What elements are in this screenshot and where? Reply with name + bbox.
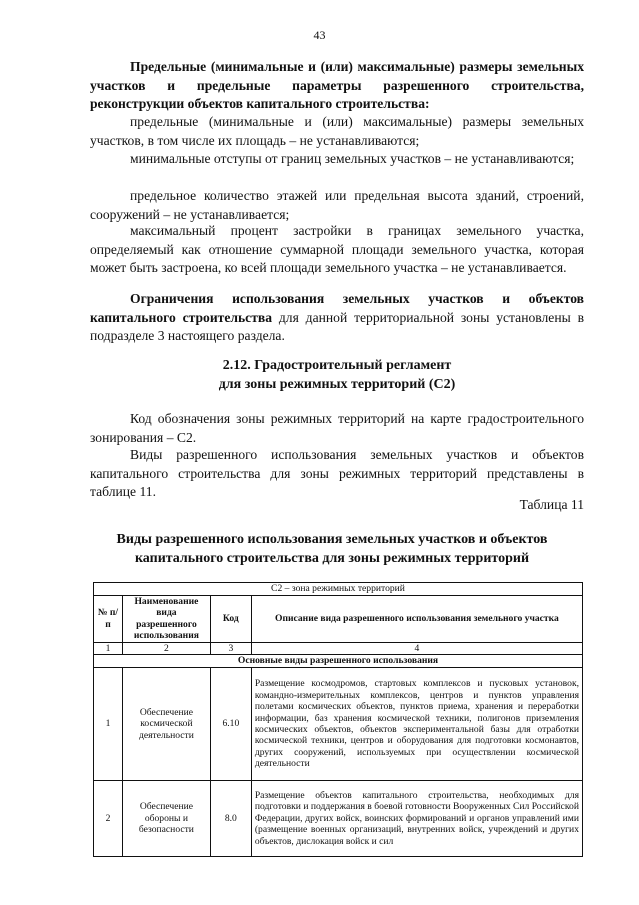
- types-paragraph: Виды разрешенного использования земельных участков и объектов капитального строительства для зоны режимных территорий представлены в таблице 11.: [90, 447, 584, 499]
- table-caption: Таблица 11: [519, 497, 584, 512]
- col-header-code: Код: [210, 596, 251, 643]
- col-index-1: 1: [94, 642, 123, 654]
- restrictions-rest: для данной территориальной зоны установлены в подразделе 3 настоящего раздела.: [90, 309, 584, 343]
- row-1-name: Обеспечение космической деятельности: [122, 668, 210, 781]
- section-main-cell: Основные виды разрешенного использования: [94, 655, 583, 668]
- limit-item-1: предельные (минимальные и (или) максимальные) размеры земельных участков, в том числе их площадь – не устанавливаются;: [90, 114, 584, 148]
- table-row: [94, 668, 583, 781]
- row-1-desc: Размещение космодромов, стартовых комплексов и пусковых установок, командно-измерительных комплексов, центров и пунктов управления полетами космических объектов, пунктов приема, хранения и переработки информации, баз хранения космической техники, полигонов приземления космических объектов, объектов экспериментальной базы для отработки космической техники, центров и оборудования для подготовки космонавтов, других сооружений, используемых при осуществлении космической деятельности: [251, 668, 582, 781]
- table-title-line-2: капитального строительства для зоны режимных территорий: [134, 551, 530, 566]
- col-header-name: Наименование вида разрешенного использования: [122, 596, 210, 643]
- zone-code-paragraph: Код обозначения зоны режимных территорий на карте градостроительного зонирования – С2.: [90, 411, 584, 445]
- zone-header-cell: С2 – зона режимных территорий: [94, 583, 583, 596]
- table-title: [80, 530, 584, 568]
- row-2-desc: Размещение объектов капитального строительства, необходимых для подготовки и поддержания в боевой готовности Вооруженных Сил Российской Федерации, других войск, воинских формирований и органов управлений ими (размещение военных организаций, внутренних войск, учреждений и других объектов, дислокация войск и сил: [251, 781, 582, 857]
- row-1-code: 6.10: [210, 668, 251, 781]
- row-2-name: Обеспечение обороны и безопасности: [122, 781, 210, 857]
- section-title-line-2: для зоны режимных территорий (С2): [218, 377, 456, 392]
- section-row: [94, 655, 583, 668]
- section-title: [90, 356, 584, 394]
- table-title-line-1: Виды разрешенного использования земельных участков и объектов: [116, 532, 548, 547]
- col-index-2: 2: [122, 642, 210, 654]
- row-2-code: 8.0: [210, 781, 251, 857]
- limit-item-4: максимальный процент застройки в границах земельного участка, определяемый как отношение суммарной площади земельного участка, которая может быть застроена, ко всей площади земельного участка – не устанавливается.: [90, 223, 584, 275]
- col-header-num: № п/п: [94, 596, 123, 643]
- zone-header-row: [94, 583, 583, 596]
- column-index-row: [94, 642, 583, 654]
- land-use-table: [93, 582, 583, 857]
- limit-item-3: предельное количество этажей или предельная высота зданий, строений, сооружений – не устанавливается;: [90, 188, 584, 222]
- row-1-num: 1: [94, 668, 123, 781]
- section-title-line-1: 2.12. Градостроительный регламент: [222, 358, 452, 373]
- col-header-desc: Описание вида разрешенного использования земельного участка: [251, 596, 582, 643]
- limit-item-2: минимальные отступы от границ земельных участков – не устанавливаются;: [130, 151, 575, 166]
- row-2-num: 2: [94, 781, 123, 857]
- col-index-3: 3: [210, 642, 251, 654]
- restrictions-paragraph: [90, 290, 584, 346]
- restrictions-bold: Ограничения использования земельных участков и объектов капитального строительства: [90, 291, 584, 325]
- limits-heading: Предельные (минимальные и (или) максимальные) размеры земельных участков и предельные параметры разрешенного строительства, реконструкции объектов капитального строительства:: [90, 59, 584, 111]
- column-header-row: [94, 596, 583, 643]
- table-row: [94, 781, 583, 857]
- page-number: 43: [313, 28, 326, 42]
- col-index-4: 4: [251, 642, 582, 654]
